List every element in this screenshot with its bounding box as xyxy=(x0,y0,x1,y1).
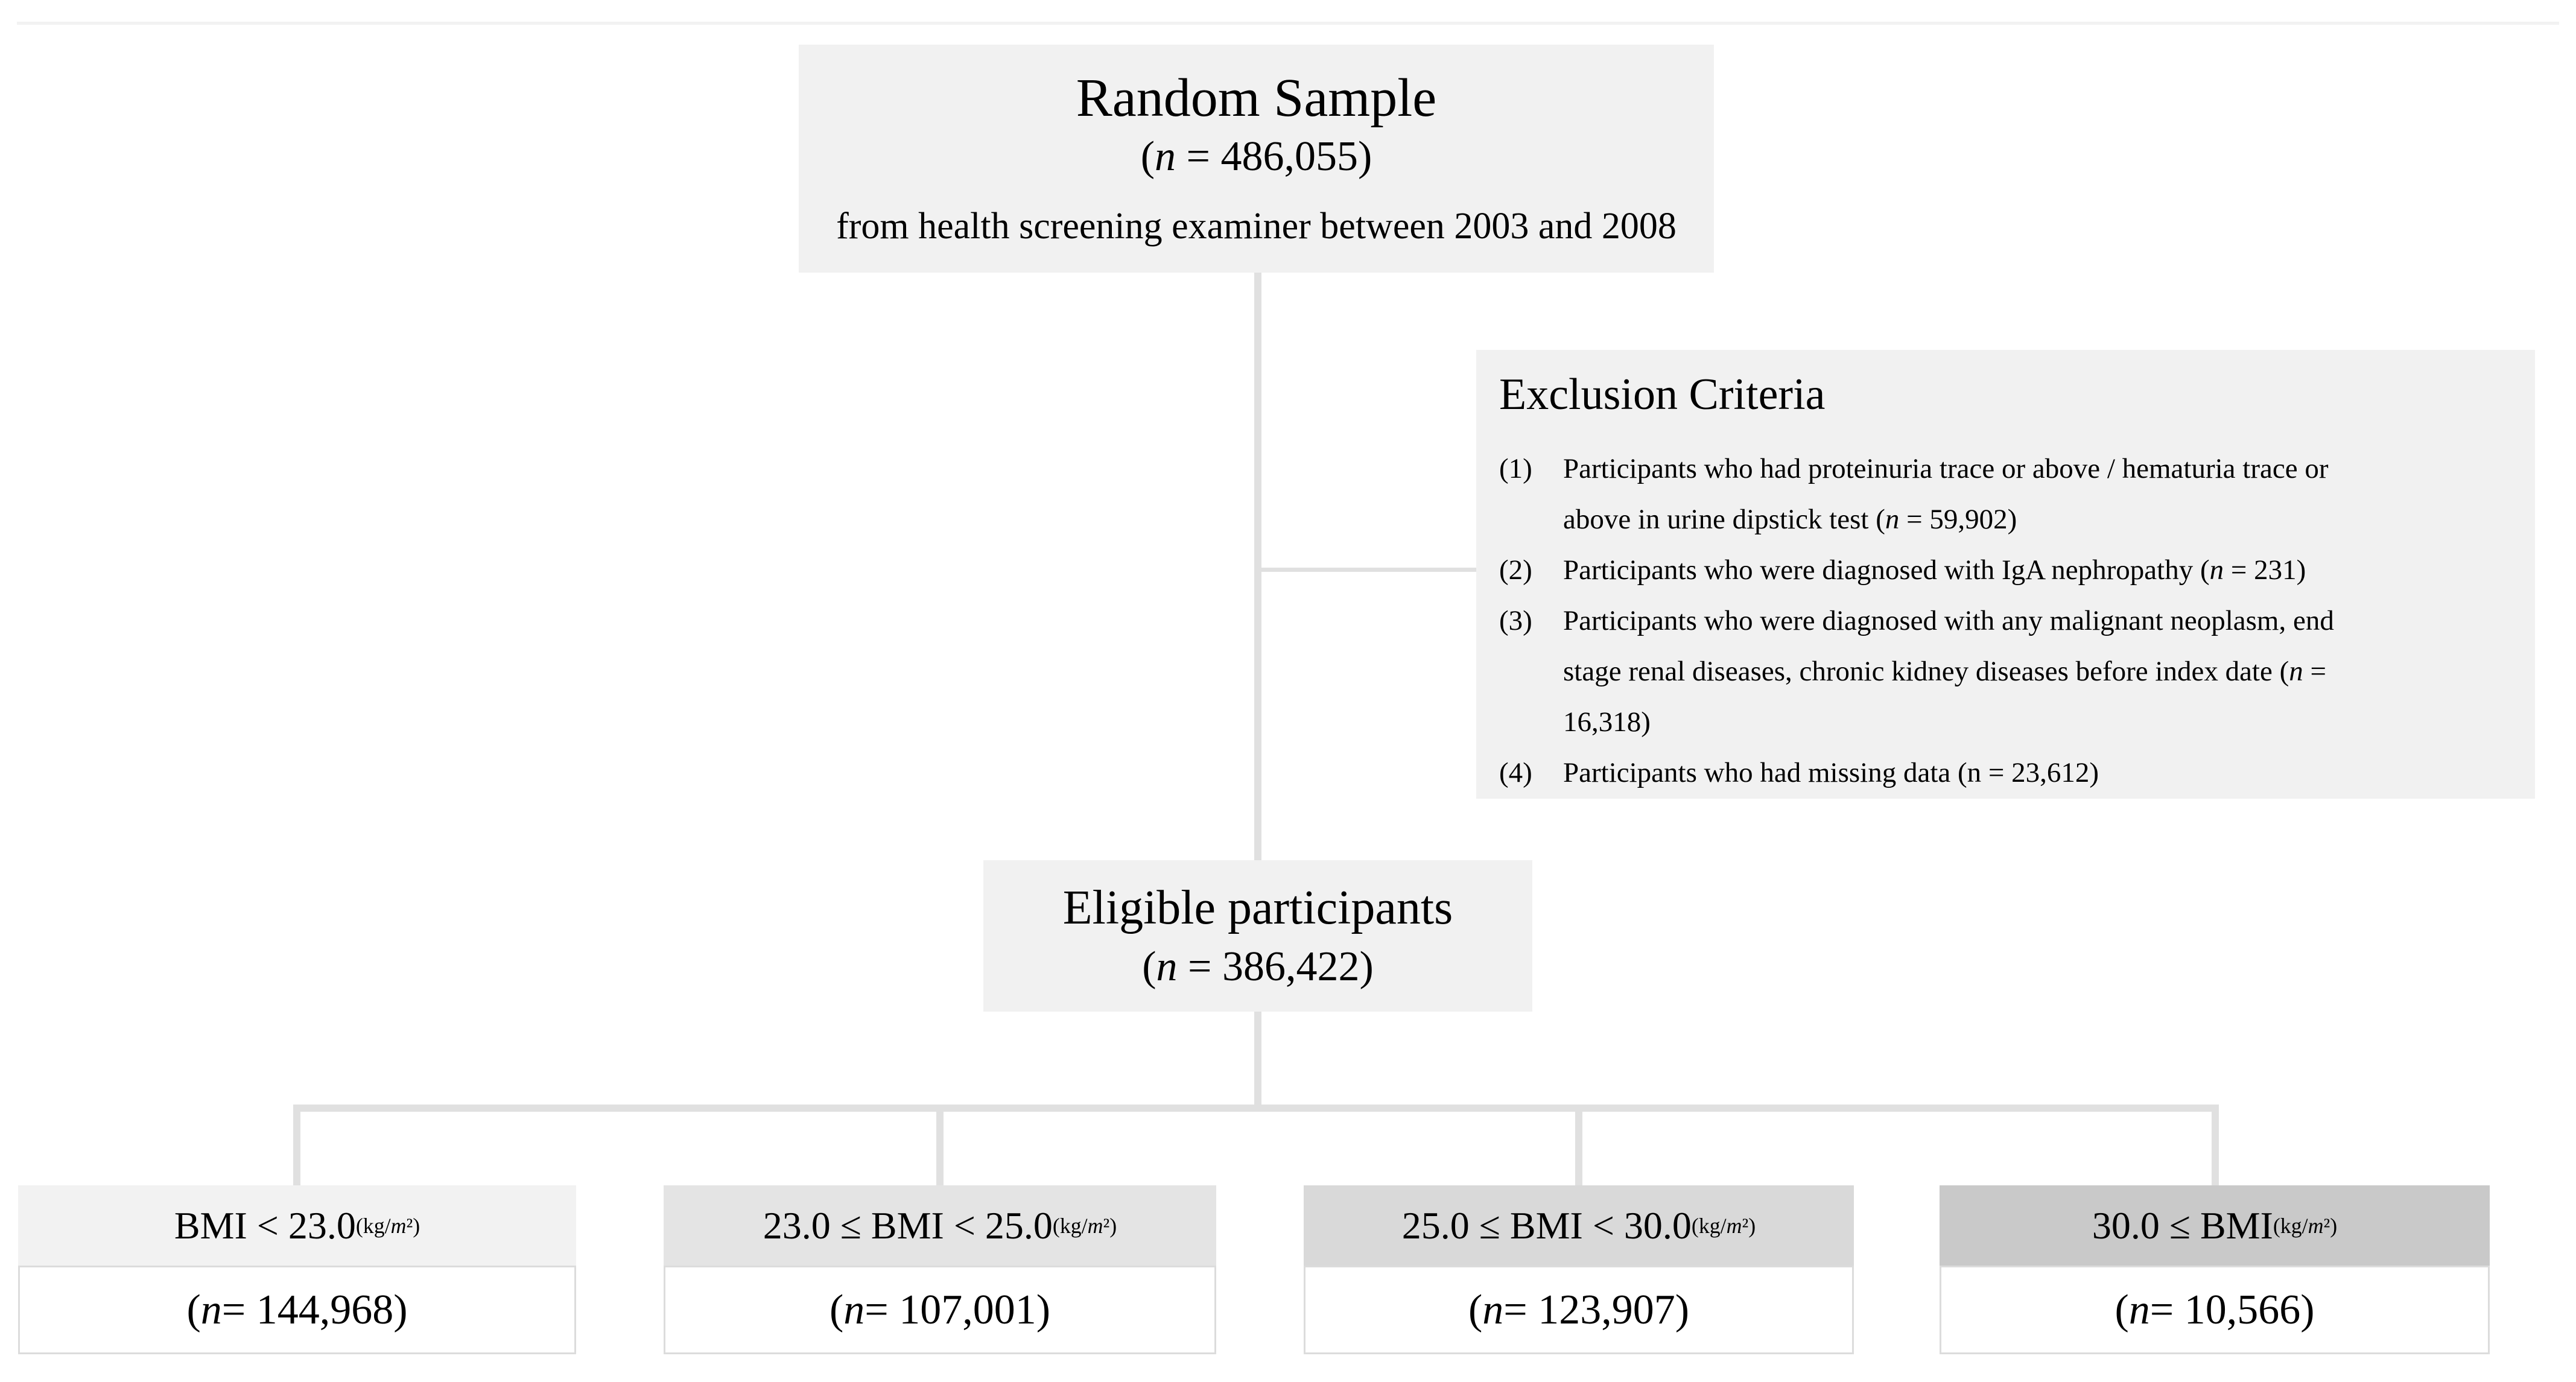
bmi-group-header: 30.0 ≤ BMI (kg/ m ²) xyxy=(1940,1185,2490,1266)
random-sample-count: (n = 486,055) xyxy=(1140,133,1372,180)
bmi-group-count: ( n = 107,001) xyxy=(664,1266,1216,1354)
bmi-group-header: BMI < 23.0 (kg/ m ²) xyxy=(18,1185,576,1266)
bmi-group-over-30 xyxy=(1940,1185,2490,1354)
bmi-group-count: ( n = 123,907) xyxy=(1304,1266,1854,1354)
eligible-participants-box xyxy=(983,860,1532,1012)
bmi-group-header: 25.0 ≤ BMI < 30.0 (kg/ m ²) xyxy=(1304,1185,1854,1266)
connector-split-horizontal xyxy=(293,1105,2219,1112)
eligible-count: (n = 386,422) xyxy=(1142,943,1374,990)
exclusion-item-text: Participants who had missing data (n = 23,612) xyxy=(1563,757,2099,789)
connector-stub-group1 xyxy=(293,1105,300,1185)
exclusion-title: Exclusion Criteria xyxy=(1499,370,1826,419)
connector-eligible-to-split xyxy=(1254,1012,1261,1112)
exclusion-item-1 xyxy=(1499,443,2518,545)
bmi-group-count: ( n = 10,566) xyxy=(1940,1266,2490,1354)
top-rule-line xyxy=(17,22,2559,25)
exclusion-item-4 xyxy=(1499,747,2518,798)
exclusion-item-text: Participants who had proteinuria trace or above / hematuria trace or above in urine dipstick test (n = 59,902) xyxy=(1563,453,2329,536)
connector-to-exclusion xyxy=(1258,568,1476,572)
exclusion-item-number: (1) xyxy=(1499,453,1532,485)
bmi-group-count: ( n = 144,968) xyxy=(18,1266,576,1354)
connector-stub-group3 xyxy=(1575,1105,1582,1185)
exclusion-item-3 xyxy=(1499,595,2518,747)
bmi-group-header: 23.0 ≤ BMI < 25.0 (kg/ m ²) xyxy=(664,1185,1216,1266)
exclusion-item-2 xyxy=(1499,545,2518,595)
connector-stub-group4 xyxy=(2212,1105,2219,1185)
random-sample-title: Random Sample xyxy=(1076,68,1437,128)
connector-top-to-eligible xyxy=(1254,273,1261,860)
exclusion-item-text: Participants who were diagnosed with any malignant neoplasm, end stage renal diseases, chronic kidney diseases before index date (n = 16,318) xyxy=(1563,605,2334,738)
exclusion-item-number: (4) xyxy=(1499,757,1532,789)
exclusion-item-number: (2) xyxy=(1499,554,1532,586)
bmi-group-under-23 xyxy=(18,1185,576,1354)
random-sample-subtitle: from health screening examiner between 2003 and 2008 xyxy=(836,206,1677,247)
exclusion-item-number: (3) xyxy=(1499,605,1532,637)
connector-stub-group2 xyxy=(936,1105,944,1185)
eligible-title: Eligible participants xyxy=(1062,881,1453,934)
exclusion-item-text: Participants who were diagnosed with IgA nephropathy (n = 231) xyxy=(1563,554,2306,586)
exclusion-criteria-box xyxy=(1476,350,2535,799)
random-sample-box xyxy=(799,45,1714,273)
bmi-group-25-to-30 xyxy=(1304,1185,1854,1354)
bmi-group-23-to-25 xyxy=(664,1185,1216,1354)
